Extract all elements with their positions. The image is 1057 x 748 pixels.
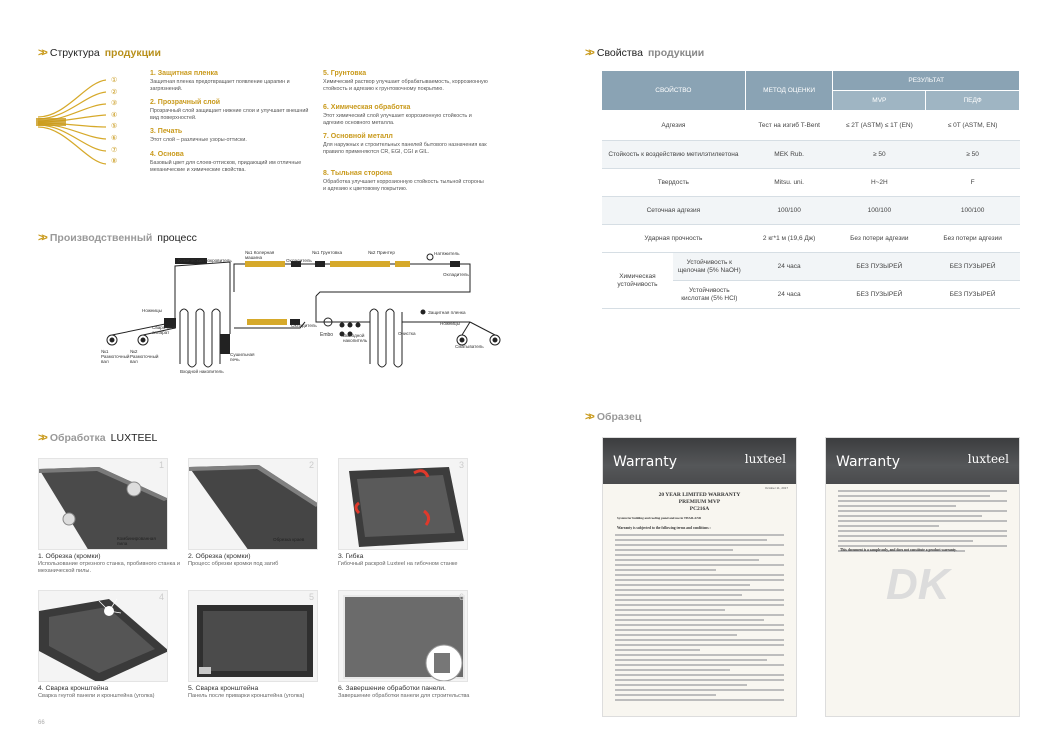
page-number: 66 xyxy=(38,720,45,726)
label-welder: Сварочный аппарат xyxy=(152,325,177,335)
step-desc: Сварка гнутой панели и кронштейна (уголка) xyxy=(38,693,155,699)
cell-method: MEK Rub. xyxy=(745,141,833,169)
step-photo xyxy=(38,458,168,550)
warranty-body-text xyxy=(615,534,784,704)
cell-property: Устойчивость кислотам (5% HCl) xyxy=(673,281,745,309)
cell-chem-group: Химическая устойчивость xyxy=(602,253,674,309)
header-property: СВОЙСТВО xyxy=(602,71,746,111)
table-row xyxy=(602,225,1020,253)
structure-title-highlight: продукции xyxy=(104,47,161,59)
label-decoiler-2: №2 Размоточный вал xyxy=(130,349,159,364)
label-shear-2: Ножницы xyxy=(440,321,460,326)
welding-illustration xyxy=(39,591,168,682)
layer-numbers xyxy=(111,75,117,168)
step-desc: Гибочный раскрой Luxteel на гибочном станке xyxy=(338,561,458,567)
layer-desc: Этот химический слой улучшает коррозионную стойкость и адгезию основного металла. xyxy=(323,113,472,126)
step-desc: Завершение обработки панели для строительства xyxy=(338,693,470,699)
table-row xyxy=(602,197,1020,225)
luxteel-logo: luxteel xyxy=(744,452,786,466)
dk-watermark: DK xyxy=(886,560,950,609)
cell-method: 24 часа xyxy=(745,281,833,309)
header-pedf: ПЕДФ xyxy=(926,91,1020,111)
layer-desc: Химический раствор улучшает обрабатываемость, коррозионную стойкость и адгезию к грунтовочному покрытию. xyxy=(323,79,488,92)
layer-number: ② xyxy=(111,88,118,96)
processing-step-4 xyxy=(38,590,183,700)
luxteel-logo: luxteel xyxy=(967,452,1009,466)
step-photo xyxy=(188,590,318,682)
layer-number: ⑥ xyxy=(111,134,118,142)
cell-pedf: 100/100 xyxy=(926,197,1020,225)
header-mvp: MVP xyxy=(833,91,926,111)
cell-property: Твердость xyxy=(602,169,746,197)
step-photo xyxy=(338,458,468,550)
cell-method: 100/100 xyxy=(745,197,833,225)
label-cooler-3: Охладитель xyxy=(291,323,317,328)
layer-title: 3. Печать xyxy=(150,128,183,135)
header-result: РЕЗУЛЬТАТ xyxy=(833,71,1020,91)
step-title: 3. Гибка xyxy=(338,553,364,560)
label-cooler-2: Охладитель xyxy=(443,272,469,277)
cell-pedf: Без потери адгезии xyxy=(926,225,1020,253)
layer-number: ④ xyxy=(111,111,118,119)
step-title: 2. Обрезка (кромки) xyxy=(188,553,251,560)
step-number: 5 xyxy=(308,592,314,602)
layer-4 xyxy=(150,151,315,174)
label-chem-coater: Химический покровитель xyxy=(178,258,232,263)
double-chevron-icon: >> xyxy=(38,232,45,244)
layer-7 xyxy=(323,133,488,156)
layer-3 xyxy=(150,128,315,144)
layer-title: 8. Тыльная сторона xyxy=(323,170,393,177)
layer-desc: Защитная пленка предотвращает появление царапин и загрязнений. xyxy=(150,79,290,92)
cell-property: Ударная прочность xyxy=(602,225,746,253)
cell-pedf: БЕЗ ПУЗЫРЕЙ xyxy=(926,253,1020,281)
step-number: 2 xyxy=(308,460,314,470)
layer-number: ① xyxy=(111,77,118,84)
warranty-heading: Warranty xyxy=(836,454,901,470)
layer-fan-illustration xyxy=(36,72,136,172)
layer-desc: Прозрачный слой защищает нижние слои и улучшает внешний вид поверхностей. xyxy=(150,108,309,121)
layer-title: 2. Прозрачный слой xyxy=(150,99,221,106)
warranty-title-3: PC216A xyxy=(689,506,710,512)
layer-2 xyxy=(150,99,315,122)
table-row xyxy=(602,169,1020,197)
layer-title: 7. Основной металл xyxy=(323,133,393,140)
layer-number: ③ xyxy=(111,100,118,108)
step-number: 6 xyxy=(458,592,464,602)
layer-desc: Обработка улучшает коррозионную стойкость тыльной стороны и адгезию к цветовому покрытию. xyxy=(323,179,484,192)
label-primer: №1 Грунтовка xyxy=(312,250,343,255)
cell-method: Mitsu. uni. xyxy=(745,169,833,197)
sample-title xyxy=(585,411,641,423)
processing-step-5 xyxy=(188,590,333,700)
table-row xyxy=(602,141,1020,169)
label-tension-roll: Натяжитель xyxy=(434,251,460,256)
warranty-body-text xyxy=(838,490,1007,555)
label-protective-film: Защитная пленка xyxy=(428,310,466,315)
table-row xyxy=(602,111,1020,141)
step-photo xyxy=(188,458,318,550)
label-shear: Ножницы xyxy=(142,308,162,313)
processing-step-1 xyxy=(38,458,183,575)
cell-pedf: ≤ 0T (ASTM, EN) xyxy=(926,111,1020,141)
layer-number: ⑦ xyxy=(111,146,118,154)
layer-6 xyxy=(323,104,488,127)
processing-step-6 xyxy=(338,590,483,700)
properties-title-main: Свойства xyxy=(596,47,643,59)
warranty-card-1 xyxy=(602,437,797,717)
cell-method: Тест на изгиб T-Bent xyxy=(745,111,833,141)
warranty-header xyxy=(826,438,1019,484)
structure-title xyxy=(38,47,161,59)
warranty-titles xyxy=(603,492,796,513)
warranty-heading: Warranty xyxy=(613,454,678,470)
warranty-subtitle: System for building and roofing panel and use in THAILAND xyxy=(617,516,702,520)
layer-title: 4. Основа xyxy=(150,151,184,158)
step-tag: Обрезка краев xyxy=(273,537,305,542)
step-number: 4 xyxy=(158,592,164,602)
label-printer: №2 Принтер xyxy=(368,250,395,255)
label-embo: Embo xyxy=(320,332,334,338)
step-number: 1 xyxy=(158,460,164,470)
layer-desc: Этот слой – различные узоры-оттиски. xyxy=(150,137,247,143)
production-title-highlight: Производственный xyxy=(49,232,153,244)
step-photo xyxy=(338,590,468,682)
properties-title-highlight: продукции xyxy=(647,47,705,59)
cell-property: Сеточная адгезия xyxy=(602,197,746,225)
cell-mvp: Без потери адгезии xyxy=(833,225,926,253)
layer-number: ⑧ xyxy=(111,158,118,166)
production-title-main: процесс xyxy=(157,232,197,244)
layer-5 xyxy=(323,70,488,93)
cell-mvp: ≤ 2T (ASTM) ≤ 1T (EN) xyxy=(833,111,926,141)
bracket-welded-illustration xyxy=(189,591,318,682)
step-photo xyxy=(38,590,168,682)
cell-mvp: БЕЗ ПУЗЫРЕЙ xyxy=(833,253,926,281)
step-desc: Процесс обрезки кромки под загиб xyxy=(188,561,279,567)
processing-title xyxy=(38,432,157,444)
layer-1 xyxy=(150,70,315,93)
double-chevron-icon: >> xyxy=(38,47,45,59)
cell-property: Стойкость к воздействию метилэтилкетона xyxy=(602,141,746,169)
layer-8 xyxy=(323,170,488,193)
double-chevron-icon: >> xyxy=(585,411,592,423)
step-desc: Использование отрезного станка, пробивного станка и механической пилы. xyxy=(38,561,180,574)
step-desc: Панель после приварки кронштейна (уголка) xyxy=(188,693,305,699)
cell-mvp: 100/100 xyxy=(833,197,926,225)
label-cooler-1: Охладитель xyxy=(286,258,312,263)
step-title: 4. Сварка кронштейна xyxy=(38,685,109,692)
double-chevron-icon: >> xyxy=(38,432,45,444)
warranty-conditions-heading: Warranty is subjected to the following terms and conditions : xyxy=(617,526,711,530)
sample-title-text: Образец xyxy=(596,411,642,423)
label-decoiler-1: №1 Размоточный вал xyxy=(101,349,130,364)
step-tag: Комбинированная пила xyxy=(117,536,156,546)
warranty-date: October 11, 2017 xyxy=(765,486,788,490)
warranty-title-2: PREMIUM MVP xyxy=(678,499,721,505)
layer-title: 6. Химическая обработка xyxy=(323,104,411,111)
sample-note: This document is a sample only, and does not constitute a product warranty. xyxy=(840,548,957,552)
header-method: МЕТОД ОЦЕНКИ xyxy=(745,71,833,111)
layer-number: ⑤ xyxy=(111,123,118,131)
cell-method: 24 часа xyxy=(745,253,833,281)
label-coater-1: №1 Колерная машина xyxy=(245,250,275,260)
layer-title: 5. Грунтовка xyxy=(323,70,367,77)
processing-title-main: LUXTEEL xyxy=(110,432,158,444)
cell-pedf: ≥ 50 xyxy=(926,141,1020,169)
properties-table xyxy=(601,70,1020,309)
warranty-title-1: 20 YEAR LIMITED WARRANTY xyxy=(658,492,741,498)
processing-step-2 xyxy=(188,458,333,568)
warranty-header xyxy=(603,438,796,484)
step-title: 6. Завершение обработки панели. xyxy=(338,685,446,692)
step-number: 3 xyxy=(458,460,464,470)
processing-title-highlight: Обработка xyxy=(49,432,106,444)
step-title: 5. Сварка кронштейна xyxy=(188,685,259,692)
cell-mvp: БЕЗ ПУЗЫРЕЙ xyxy=(833,281,926,309)
properties-title xyxy=(585,47,704,59)
cell-mvp: H~2H xyxy=(833,169,926,197)
step-title: 1. Обрезка (кромки) xyxy=(38,553,101,560)
cell-pedf: БЕЗ ПУЗЫРЕЙ xyxy=(926,281,1020,309)
label-recoiler: Сматыватель xyxy=(455,344,484,349)
cell-method: 2 кг*1 м (19,6 Дж) xyxy=(745,225,833,253)
cell-pedf: F xyxy=(926,169,1020,197)
processing-step-3 xyxy=(338,458,483,568)
label-oven: Сушильная печь xyxy=(230,352,255,362)
table-row xyxy=(602,253,1020,281)
layer-desc: Базовый цвет для слоев-оттисков, придающий им отличные механические и химические свойства. xyxy=(150,160,302,173)
cell-property: Устойчивость к щелочам (5% NaOH) xyxy=(673,253,745,281)
warranty-card-2 xyxy=(825,437,1020,717)
label-exit-accumulator: Выходной накопитель xyxy=(343,333,368,343)
layer-desc: Для наружных и строительных панелей бытового назначения как правило применяются CR, EGI, CGI и GIL. xyxy=(323,142,487,155)
label-entry-accumulator: Входной накопитель xyxy=(180,369,224,374)
layer-title: 1. Защитная пленка xyxy=(150,70,218,77)
label-wash: Очистка xyxy=(398,331,416,336)
structure-title-main: Структура xyxy=(49,47,100,59)
finished-panel-illustration xyxy=(339,591,468,682)
cell-mvp: ≥ 50 xyxy=(833,141,926,169)
cell-property: Адгезия xyxy=(602,111,746,141)
panel-bending-illustration xyxy=(339,459,468,550)
double-chevron-icon: >> xyxy=(585,47,592,59)
